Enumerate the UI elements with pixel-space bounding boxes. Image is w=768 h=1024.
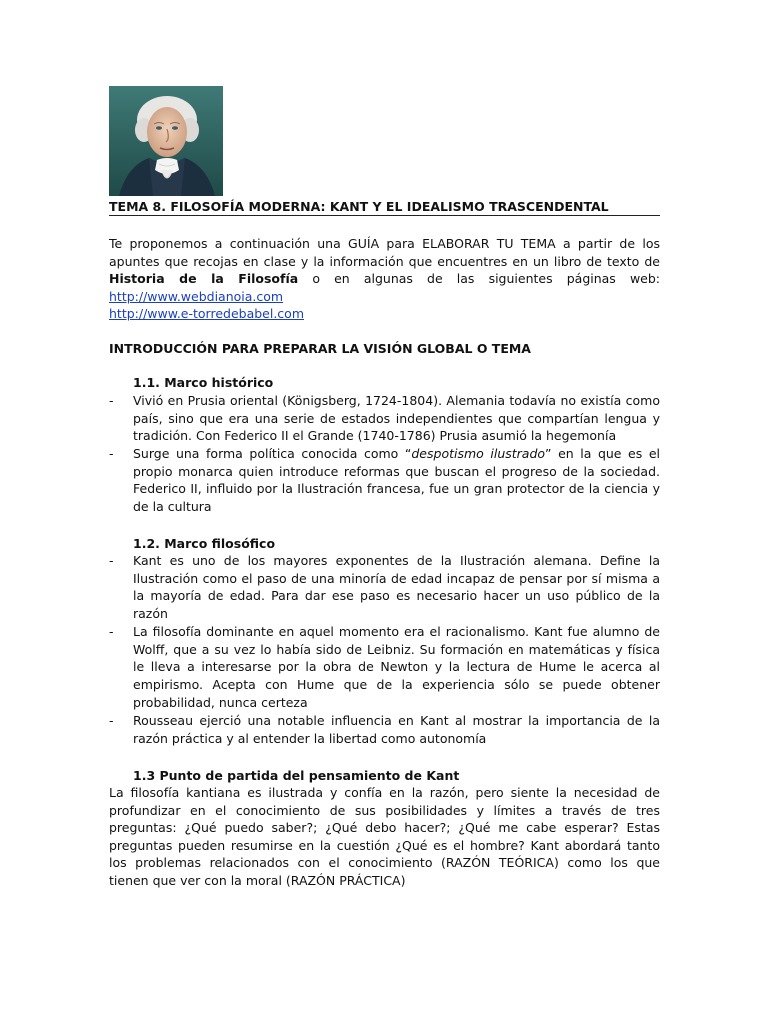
bullet-item <box>109 392 660 445</box>
italic-term: despotismo ilustrado <box>411 446 546 461</box>
paragraph-line: preguntas pueden resumirse en la cuestión ¿Qué es el hombre? Kant abordará tanto <box>109 837 660 853</box>
webdianoia-link[interactable]: http://www.webdianoia.com <box>109 288 284 304</box>
bullet-line: tradición. Con Federico II el Grande (1740-1786) Prusia asumió la hegemonía <box>133 428 617 444</box>
bullet-item <box>109 445 660 516</box>
bold-book-title: Historia de la Filosofía <box>109 271 299 287</box>
section-heading: INTRODUCCIÓN PARA PREPARAR LA VISIÓN GLOBAL O TEMA <box>109 341 531 356</box>
bullet-dash: - <box>109 713 114 728</box>
bullet-dash: - <box>109 624 114 639</box>
bullet-line: razón práctica y al entender la libertad como autonomía <box>133 730 487 746</box>
bullet-line: Rousseau ejerció una notable influencia en Kant al mostrar la importancia de la <box>133 713 660 728</box>
subheading-marco-filosofico: 1.2. Marco filosófico <box>133 536 276 551</box>
bullet-item <box>109 623 660 712</box>
bullet-item <box>109 712 660 747</box>
intro-line-rest: o en algunas de las siguientes páginas web: <box>298 271 661 287</box>
subheading-punto-de-partida: 1.3 Punto de partida del pensamiento de Kant <box>133 768 460 783</box>
bullet-line: Kant es uno de los mayores exponentes de la Ilustración alemana. Define la <box>133 553 660 568</box>
text-part: ” en la que es el <box>545 446 660 461</box>
bullet-line: razón <box>133 606 168 622</box>
paragraph-line: los problemas relacionados con el conocimiento (RAZÓN TEÓRICA) como los que <box>109 855 660 871</box>
subheading-marco-historico: 1.1. Marco histórico <box>133 375 274 390</box>
bullet-line: Ilustración como el paso de una minoría de edad incapaz de pensar por sí misma a <box>133 570 660 586</box>
bullet-item <box>109 552 660 623</box>
bullet-dash: - <box>109 393 114 408</box>
text-part: Surge una forma política conocida como “ <box>133 446 412 461</box>
bullet-line: le lleva a interesarse por la obra de Newton y la lectura de Hume le acerca al <box>133 659 660 675</box>
bullet-line: propio monarca quien introduce reformas que buscan el progreso de la sociedad. <box>133 463 660 479</box>
bullet-line: empirismo. Acepta con Hume que de la experiencia sólo se puede obtener <box>133 677 660 693</box>
bullet-dash: - <box>109 553 114 568</box>
paragraph-line: preguntas: ¿Qué puedo saber?; ¿Qué debo hacer?; ¿Qué me cabe esperar? Estas <box>109 820 660 836</box>
bullet-line-with-italic <box>133 445 660 463</box>
intro-line-with-bold <box>109 270 660 288</box>
paragraph-line: profundizar en el conocimiento de sus posibilidades y límites a través de tres <box>109 802 660 818</box>
bullet-line: probabilidad, nunca certeza <box>133 694 308 710</box>
bullet-dash: - <box>109 446 114 461</box>
intro-paragraph <box>109 235 660 323</box>
bullet-line: Vivió en Prusia oriental (Königsberg, 1724-1804). Alemania todavía no existía como <box>133 393 660 408</box>
document-title: TEMA 8. FILOSOFÍA MODERNA: KANT Y EL IDEALISMO TRASCENDENTAL <box>109 198 660 216</box>
bullet-line: de la cultura <box>133 499 212 515</box>
torredebabel-link[interactable]: http://www.e-torredebabel.com <box>109 306 305 322</box>
bullet-line: Wolff, que a su vez lo había sido de Leibniz. Su formación en matemáticas y física <box>133 641 660 657</box>
kant-portrait-image <box>109 86 223 196</box>
kant-paragraph <box>109 784 660 890</box>
bullet-line: la mayoría de edad. Para dar ese paso es necesario hacer un uso público de la <box>133 588 660 604</box>
bullet-line: Federico II, influido por la Ilustración francesa, fue un gran protector de la ciencia y <box>133 481 660 497</box>
bullet-line: país, sino que era una serie de estados independientes que compartían lengua y <box>133 410 660 426</box>
bullet-line: La filosofía dominante en aquel momento era el racionalismo. Kant fue alumno de <box>133 624 660 639</box>
intro-line: apuntes que recojas en clase y la información que encuentres en un libro de texto de <box>109 253 660 269</box>
paragraph-line: tienen que ver con la moral (RAZÓN PRÁCTICA) <box>109 872 406 888</box>
paragraph-line: La filosofía kantiana es ilustrada y confía en la razón, pero siente la necesidad de <box>109 785 660 800</box>
intro-line: Te proponemos a continuación una GUÍA para ELABORAR TU TEMA a partir de los <box>109 236 660 251</box>
